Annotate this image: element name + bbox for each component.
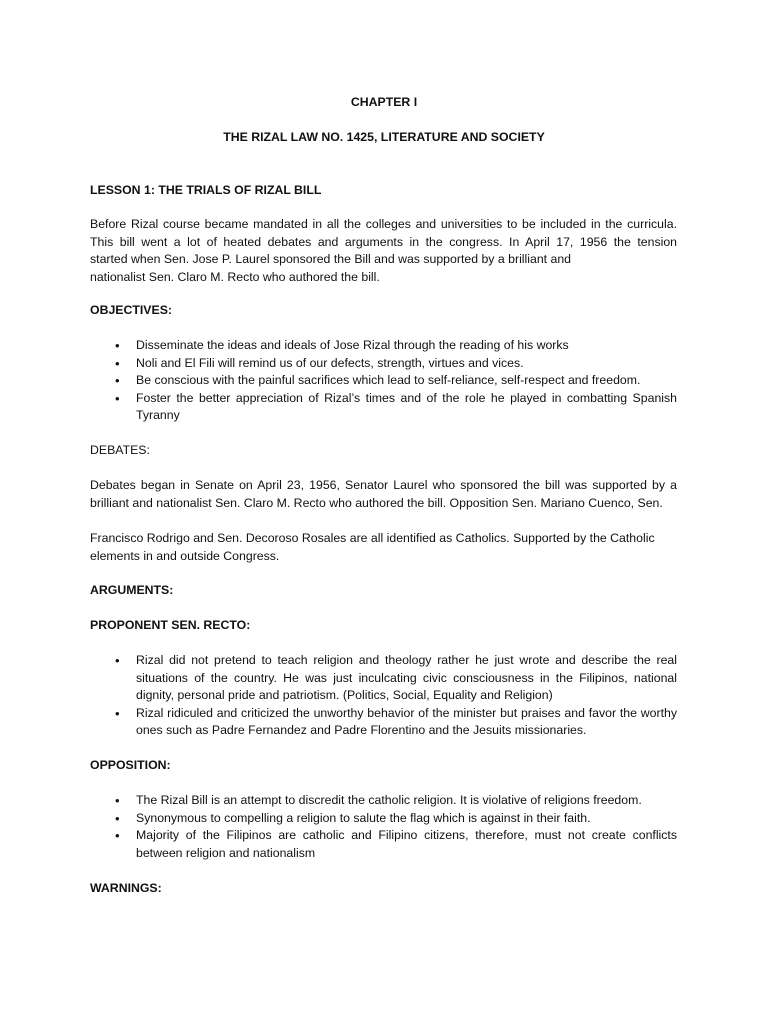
intro-line: Before Rizal course became mandated in all the colleges and universities to be included in the curricula.	[90, 217, 677, 231]
intro-line: started when Sen. Jose P. Laurel sponsored the Bill and was supported by a brilliant and	[90, 252, 572, 266]
list-item: • Disseminate the ideas and ideals of Jose Rizal through the reading of his works	[90, 337, 677, 355]
list-item: • Foster the better appreciation of Rizal’s times and of the role he played in combatting Spanish Tyranny	[90, 390, 677, 425]
arguments-heading: ARGUMENTS:	[90, 583, 174, 597]
warnings-heading: WARNINGS:	[90, 881, 162, 895]
list-item: • The Rizal Bill is an attempt to discredit the catholic religion. It is violative of religions freedom.	[90, 792, 677, 810]
proponent-heading: PROPONENT SEN. RECTO:	[90, 618, 251, 632]
chapter-heading: CHAPTER I	[350, 95, 418, 109]
debates-heading: DEBATES:	[90, 443, 150, 457]
lesson-heading: LESSON 1: THE TRIALS OF RIZAL BILL	[90, 183, 322, 197]
list-item: • Synonymous to compelling a religion to salute the flag which is against in their faith.	[90, 810, 677, 828]
intro-line: nationalist Sen. Claro M. Recto who authored the bill.	[90, 269, 380, 284]
objectives-list	[90, 337, 677, 425]
list-item: • Be conscious with the painful sacrifices which lead to self-reliance, self-respect and freedom.	[90, 372, 677, 390]
intro-line: This bill went a lot of heated debates and arguments in the congress. In April 17, 1956 the tension	[90, 234, 677, 249]
opposition-list	[90, 792, 677, 862]
document-title: THE RIZAL LAW NO. 1425, LITERATURE AND SOCIETY	[223, 130, 545, 144]
opposition-heading: OPPOSITION:	[90, 758, 171, 772]
list-item: • Rizal ridiculed and criticized the unworthy behavior of the minister but praises and favor the worthy ones such as Padre Fernandez and Padre Florentino and the Jesuits missionaries.	[90, 705, 677, 740]
objectives-heading: OBJECTIVES:	[90, 303, 172, 317]
intro-paragraph	[90, 216, 677, 286]
list-item: • Rizal did not pretend to teach religion and theology rather he just wrote and describe the real situations of the country. He was just inculcating civic consciousness in the Filipinos, national dignity, personal pride and patriotism. (Politics, Social, Equality and Religion)	[90, 652, 677, 705]
debates-paragraph: Debates began in Senate on April 23, 1956, Senator Laurel who sponsored the bill was supported by a brilliant and nationalist Sen. Claro M. Recto who authored the bill. Opposition Sen. Mariano Cuenco, Sen.	[90, 478, 677, 510]
proponent-list	[90, 652, 677, 740]
list-item: • Noli and El Fili will remind us of our defects, strength, virtues and vices.	[90, 355, 677, 373]
list-item: • Majority of the Filipinos are catholic and Filipino citizens, therefore, must not create conflicts between religion and nationalism	[90, 827, 677, 862]
debates-paragraph-2: Francisco Rodrigo and Sen. Decoroso Rosales are all identified as Catholics. Supported by the Catholic elements in and outside Congress.	[90, 531, 655, 563]
